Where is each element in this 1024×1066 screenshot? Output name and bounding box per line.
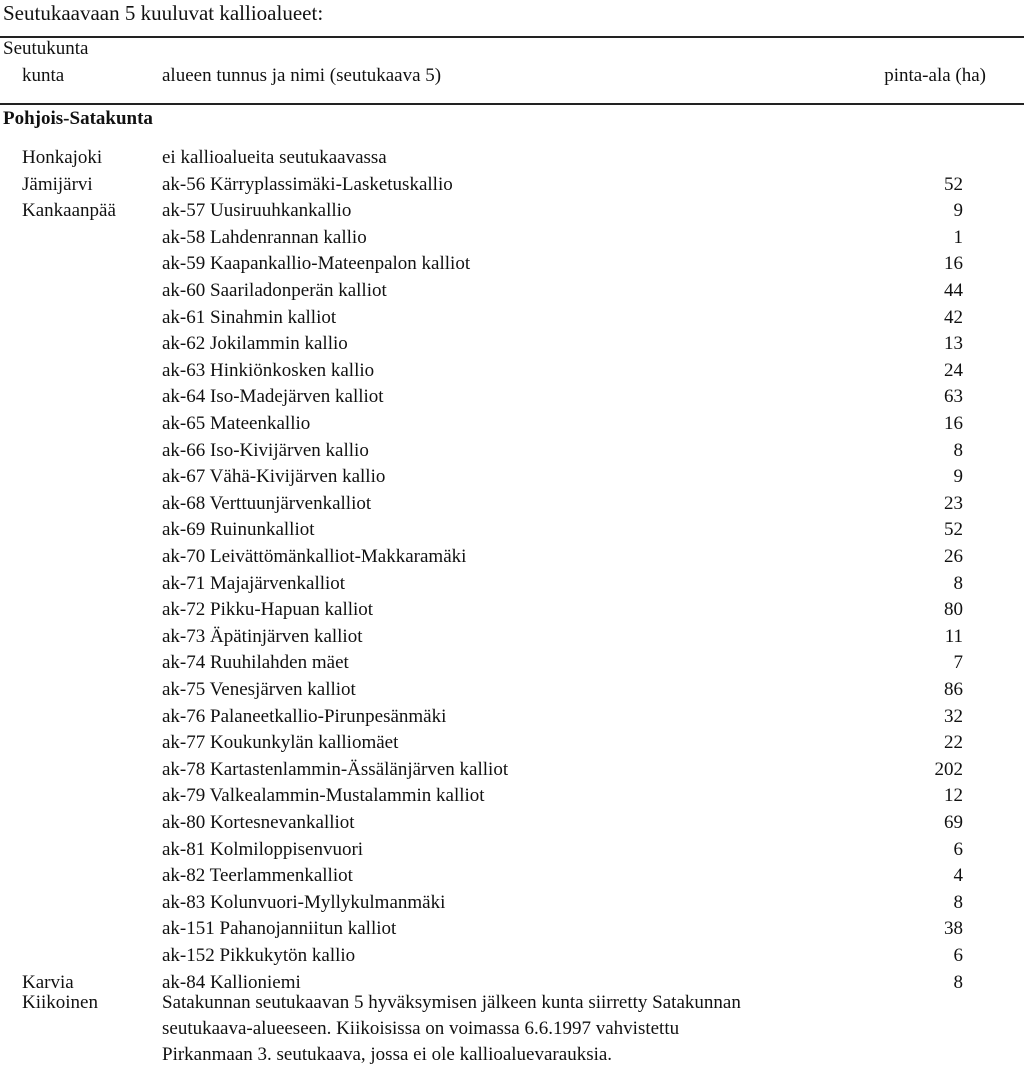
table-row [0,865,1024,891]
row-area: ak-151 Pahanojanniitun kalliot [162,918,397,939]
table-row [0,785,1024,811]
row-pinta-ala: 23 [944,493,963,514]
row-area: ak-80 Kortesnevankalliot [162,812,355,833]
row-kunta: Kankaanpää [22,200,116,221]
row-area: ak-79 Valkealammin-Mustalammin kalliot [162,785,485,806]
table-row [0,174,1024,200]
table-row [0,918,1024,944]
row-area: ak-56 Kärryplassimäki-Lasketuskallio [162,174,453,195]
header-seutukunta: Seutukunta [3,38,89,59]
table-row [0,200,1024,226]
row-pinta-ala: 202 [934,759,963,780]
row-pinta-ala: 7 [953,652,963,673]
row-pinta-ala: 63 [944,386,963,407]
row-area: ak-66 Iso-Kivijärven kallio [162,440,369,461]
row-area: ak-60 Saariladonperän kalliot [162,280,387,301]
table-row [0,147,1024,173]
table-row [0,759,1024,785]
row-area: ak-62 Jokilammin kallio [162,333,348,354]
table-row [0,812,1024,838]
table-row [0,307,1024,333]
row-area: ak-82 Teerlammenkalliot [162,865,353,886]
table-row [0,839,1024,865]
top-rule [0,36,1024,38]
row-pinta-ala: 24 [944,360,963,381]
row-area: ei kallioalueita seutukaavassa [162,147,387,168]
row-pinta-ala: 12 [944,785,963,806]
row-pinta-ala: 8 [953,892,963,913]
row-area: ak-72 Pikku-Hapuan kalliot [162,599,374,620]
row-area: ak-76 Palaneetkallio-Pirunpesänmäki [162,706,447,727]
table-row [0,892,1024,918]
note-line: Satakunnan seutukaavan 5 hyväksymisen jälkeen kunta siirretty Satakunnan [162,992,741,1013]
row-area: ak-84 Kallioniemi [162,972,301,993]
note-kunta: Kiikoinen [22,992,98,1013]
row-area: ak-152 Pikkukytön kallio [162,945,356,966]
row-pinta-ala: 32 [944,706,963,727]
row-pinta-ala: 1 [953,227,963,248]
row-area: ak-63 Hinkiönkosken kallio [162,360,375,381]
table-row [0,945,1024,971]
table-row [0,413,1024,439]
row-pinta-ala: 44 [944,280,963,301]
row-pinta-ala: 16 [944,413,963,434]
table-row [0,573,1024,599]
region-heading: Pohjois-Satakunta [3,108,153,129]
table-row [0,626,1024,652]
table-row [0,652,1024,678]
row-pinta-ala: 80 [944,599,963,620]
row-area: ak-70 Leivättömänkalliot-Makkaramäki [162,546,467,567]
table-row [0,280,1024,306]
row-pinta-ala: 4 [953,865,963,886]
row-pinta-ala: 9 [953,466,963,487]
row-area: ak-75 Venesjärven kalliot [162,679,356,700]
table-row [0,519,1024,545]
table-row [0,599,1024,625]
row-area: ak-65 Mateenkallio [162,413,311,434]
row-area: ak-68 Verttuunjärvenkalliot [162,493,372,514]
table-row [0,466,1024,492]
row-pinta-ala: 13 [944,333,963,354]
row-pinta-ala: 69 [944,812,963,833]
row-area: ak-73 Äpätinjärven kalliot [162,626,363,647]
row-area: ak-61 Sinahmin kalliot [162,307,337,328]
row-pinta-ala: 52 [944,519,963,540]
row-area: ak-59 Kaapankallio-Mateenpalon kalliot [162,253,471,274]
table-row [0,227,1024,253]
header-rule [0,103,1024,105]
row-pinta-ala: 6 [953,945,963,966]
table-row [0,732,1024,758]
row-area: ak-58 Lahdenrannan kallio [162,227,367,248]
header-pinta-ala: pinta-ala (ha) [884,65,986,86]
row-pinta-ala: 8 [953,440,963,461]
row-area: ak-74 Ruuhilahden mäet [162,652,349,673]
row-pinta-ala: 52 [944,174,963,195]
row-pinta-ala: 86 [944,679,963,700]
row-pinta-ala: 42 [944,307,963,328]
table-row [0,679,1024,705]
header-kunta: kunta [22,65,65,86]
row-area: ak-64 Iso-Madejärven kalliot [162,386,384,407]
row-kunta: Jämijärvi [22,174,93,195]
row-pinta-ala: 16 [944,253,963,274]
row-pinta-ala: 8 [953,972,963,993]
row-area: ak-71 Majajärvenkalliot [162,573,346,594]
page-caption: Seutukaavaan 5 kuuluvat kallioalueet: [3,1,324,25]
table-row [0,333,1024,359]
table-row [0,493,1024,519]
row-area: ak-69 Ruinunkalliot [162,519,315,540]
row-area: ak-78 Kartastenlammin-Ässälänjärven kalliot [162,759,509,780]
row-kunta: Honkajoki [22,147,103,168]
row-pinta-ala: 9 [953,200,963,221]
note-line: seutukaava-alueeseen. Kiikoisissa on voimassa 6.6.1997 vahvistettu [162,1018,680,1039]
row-area: ak-57 Uusiruuhkankallio [162,200,352,221]
row-pinta-ala: 26 [944,546,963,567]
row-pinta-ala: 38 [944,918,963,939]
header-area: alueen tunnus ja nimi (seutukaava 5) [162,65,442,86]
row-pinta-ala: 6 [953,839,963,860]
row-area: ak-77 Koukunkylän kalliomäet [162,732,399,753]
table-row [0,253,1024,279]
row-pinta-ala: 22 [944,732,963,753]
row-area: ak-81 Kolmiloppisenvuori [162,839,364,860]
table-row [0,386,1024,412]
table-row [0,440,1024,466]
row-area: ak-67 Vähä-Kivijärven kallio [162,466,386,487]
row-pinta-ala: 8 [953,573,963,594]
table-row [0,546,1024,572]
note-line: Pirkanmaan 3. seutukaava, jossa ei ole kallioaluevarauksia. [162,1044,613,1065]
table-row [0,706,1024,732]
row-area: ak-83 Kolunvuori-Myllykulmanmäki [162,892,446,913]
row-pinta-ala: 11 [944,626,963,647]
table-row [0,360,1024,386]
row-kunta: Karvia [22,972,74,993]
